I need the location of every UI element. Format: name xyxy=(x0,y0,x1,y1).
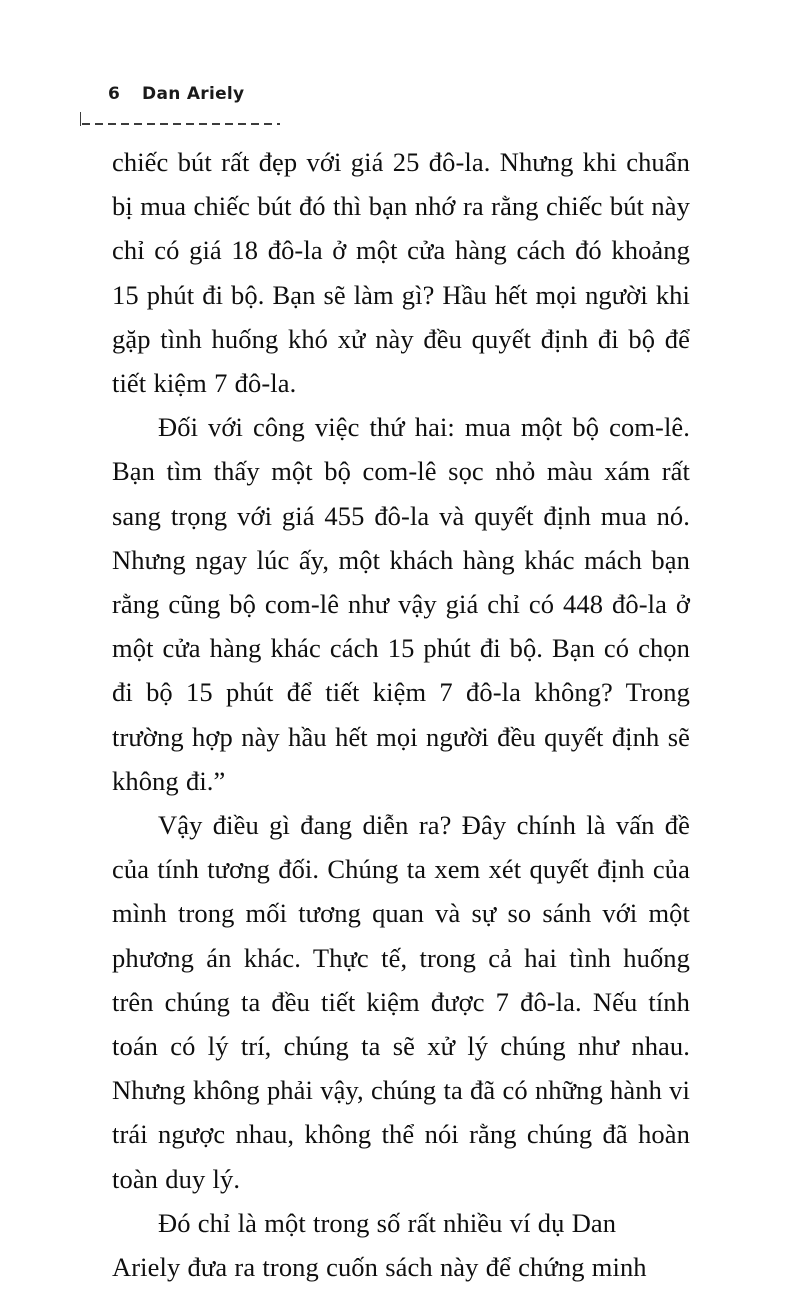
page-body xyxy=(112,140,690,1289)
rule-dashes xyxy=(82,123,280,125)
page-header xyxy=(108,84,692,104)
page-number: 6 xyxy=(108,84,121,104)
paragraph: Vậy điều gì đang diễn ra? Đây chính là vấn đề của tính tương đối. Chúng ta xem xét quyết định của mình trong mối tương quan và sự so sánh với một phương án khác. Thực tế, trong cả hai tình huống trên chúng ta đều tiết kiệm được 7 đô-la. Nếu tính toán có lý trí, chúng ta sẽ xử lý chúng như nhau. Nhưng không phải vậy, chúng ta đã có những hành vi trái ngược nhau, không thể nói rằng chúng đã hoàn toàn duy lý. xyxy=(112,810,690,1194)
paragraph: chiếc bút rất đẹp với giá 25 đô-la. Nhưng khi chuẩn bị mua chiếc bút đó thì bạn nhớ ra rằng chiếc bút này chỉ có giá 18 đô-la ở một cửa hàng cách đó khoảng 15 phút đi bộ. Bạn sẽ làm gì? Hầu hết mọi người khi gặp tình huống khó xử này đều quyết định đi bộ để tiết kiệm 7 đô-la. xyxy=(112,147,690,399)
paragraph: Đó chỉ là một trong số rất nhiều ví dụ Dan Ariely đưa ra trong cuốn sách này để chứng minh xyxy=(112,1207,647,1283)
running-head-author: Dan Ariely xyxy=(142,84,245,104)
paragraph: Đối với công việc thứ hai: mua một bộ com-lê. Bạn tìm thấy một bộ com-lê sọc nhỏ màu xám rất sang trọng với giá 455 đô-la và quyết định mua nó. Nhưng ngay lúc ấy, một khách hàng khác mách bạn rằng cũng bộ com-lê như vậy giá chỉ có 448 đô-la ở một cửa hàng khác cách 15 phút đi bộ. Bạn có chọn đi bộ 15 phút để tiết kiệm 7 đô-la không? Trong trường hợp này hầu hết mọi người đều quyết định sẽ không đi.” xyxy=(112,412,690,796)
dashed-rule-decoration xyxy=(80,112,280,126)
rule-vertical-tick xyxy=(80,112,81,126)
